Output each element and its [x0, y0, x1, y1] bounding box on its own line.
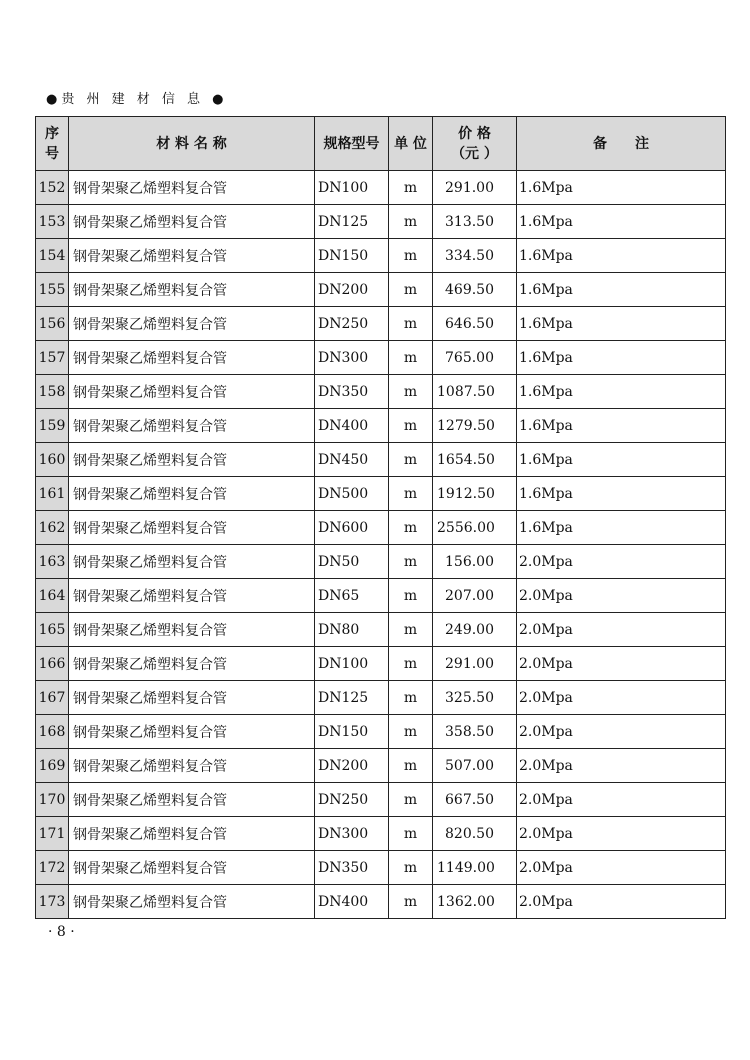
cell-row-number: 164: [36, 579, 69, 613]
cell-price: 765.00: [433, 341, 517, 375]
cell-spec-model: DN350: [315, 851, 389, 885]
cell-remark: 1.6Mpa: [517, 239, 726, 273]
table-row: [36, 273, 726, 307]
cell-row-number: 161: [36, 477, 69, 511]
cell-material-name: 钢骨架聚乙烯塑料复合管: [69, 307, 315, 341]
cell-unit: m: [389, 851, 433, 885]
cell-row-number: 153: [36, 205, 69, 239]
cell-material-name: 钢骨架聚乙烯塑料复合管: [69, 273, 315, 307]
cell-unit: m: [389, 477, 433, 511]
cell-spec-model: DN125: [315, 205, 389, 239]
table-body: [36, 171, 726, 919]
cell-unit: m: [389, 681, 433, 715]
cell-unit: m: [389, 715, 433, 749]
cell-unit: m: [389, 307, 433, 341]
table-row: [36, 171, 726, 205]
cell-price: 1912.50: [433, 477, 517, 511]
cell-material-name: 钢骨架聚乙烯塑料复合管: [69, 545, 315, 579]
cell-price: 334.50: [433, 239, 517, 273]
table-row: [36, 443, 726, 477]
cell-spec-model: DN125: [315, 681, 389, 715]
cell-price: 1279.50: [433, 409, 517, 443]
cell-remark: 2.0Mpa: [517, 885, 726, 919]
cell-unit: m: [389, 171, 433, 205]
cell-remark: 1.6Mpa: [517, 205, 726, 239]
table-row: [36, 715, 726, 749]
cell-remark: 1.6Mpa: [517, 375, 726, 409]
cell-price: 156.00: [433, 545, 517, 579]
cell-unit: m: [389, 749, 433, 783]
cell-row-number: 163: [36, 545, 69, 579]
cell-remark: 1.6Mpa: [517, 273, 726, 307]
price-table: [35, 116, 726, 919]
cell-remark: 2.0Mpa: [517, 851, 726, 885]
cell-unit: m: [389, 341, 433, 375]
cell-remark: 2.0Mpa: [517, 783, 726, 817]
cell-price: 249.00: [433, 613, 517, 647]
cell-remark: 2.0Mpa: [517, 647, 726, 681]
cell-row-number: 169: [36, 749, 69, 783]
cell-remark: 1.6Mpa: [517, 409, 726, 443]
cell-unit: m: [389, 545, 433, 579]
column-header-price-line2: （元 ）: [451, 145, 498, 162]
cell-unit: m: [389, 205, 433, 239]
cell-row-number: 160: [36, 443, 69, 477]
table-row: [36, 307, 726, 341]
cell-spec-model: DN300: [315, 817, 389, 851]
cell-unit: m: [389, 273, 433, 307]
cell-price: 2556.00: [433, 511, 517, 545]
cell-spec-model: DN250: [315, 307, 389, 341]
cell-remark: 1.6Mpa: [517, 443, 726, 477]
cell-price: 291.00: [433, 171, 517, 205]
cell-row-number: 171: [36, 817, 69, 851]
cell-material-name: 钢骨架聚乙烯塑料复合管: [69, 341, 315, 375]
cell-price: 325.50: [433, 681, 517, 715]
cell-price: 469.50: [433, 273, 517, 307]
cell-price: 507.00: [433, 749, 517, 783]
cell-price: 646.50: [433, 307, 517, 341]
page-header: ●贵 州 建 材 信 息 ●: [46, 92, 228, 107]
cell-material-name: 钢骨架聚乙烯塑料复合管: [69, 409, 315, 443]
cell-spec-model: DN100: [315, 647, 389, 681]
cell-spec-model: DN600: [315, 511, 389, 545]
cell-spec-model: DN200: [315, 273, 389, 307]
cell-unit: m: [389, 375, 433, 409]
cell-remark: 2.0Mpa: [517, 579, 726, 613]
cell-remark: 2.0Mpa: [517, 545, 726, 579]
cell-price: 1087.50: [433, 375, 517, 409]
cell-unit: m: [389, 817, 433, 851]
cell-spec-model: DN150: [315, 239, 389, 273]
table-row: [36, 783, 726, 817]
cell-price: 358.50: [433, 715, 517, 749]
cell-unit: m: [389, 647, 433, 681]
cell-row-number: 159: [36, 409, 69, 443]
cell-remark: 2.0Mpa: [517, 817, 726, 851]
cell-material-name: 钢骨架聚乙烯塑料复合管: [69, 851, 315, 885]
cell-spec-model: DN250: [315, 783, 389, 817]
cell-row-number: 162: [36, 511, 69, 545]
table-row: [36, 885, 726, 919]
column-header-name: 材 料 名 称: [69, 117, 315, 171]
cell-material-name: 钢骨架聚乙烯塑料复合管: [69, 749, 315, 783]
cell-remark: 1.6Mpa: [517, 341, 726, 375]
cell-spec-model: DN65: [315, 579, 389, 613]
column-header-spec: 规格型号: [315, 117, 389, 171]
cell-price: 291.00: [433, 647, 517, 681]
cell-row-number: 158: [36, 375, 69, 409]
cell-material-name: 钢骨架聚乙烯塑料复合管: [69, 443, 315, 477]
cell-row-number: 166: [36, 647, 69, 681]
table-row: [36, 205, 726, 239]
cell-row-number: 154: [36, 239, 69, 273]
column-header-no-line2: 号: [45, 145, 59, 162]
cell-material-name: 钢骨架聚乙烯塑料复合管: [69, 205, 315, 239]
cell-remark: 2.0Mpa: [517, 715, 726, 749]
cell-row-number: 173: [36, 885, 69, 919]
cell-row-number: 156: [36, 307, 69, 341]
cell-material-name: 钢骨架聚乙烯塑料复合管: [69, 239, 315, 273]
table-row: [36, 477, 726, 511]
table-row: [36, 613, 726, 647]
cell-unit: m: [389, 783, 433, 817]
cell-material-name: 钢骨架聚乙烯塑料复合管: [69, 647, 315, 681]
cell-unit: m: [389, 579, 433, 613]
cell-row-number: 172: [36, 851, 69, 885]
cell-remark: 2.0Mpa: [517, 613, 726, 647]
cell-material-name: 钢骨架聚乙烯塑料复合管: [69, 477, 315, 511]
table-header: [36, 117, 726, 171]
column-header-price-line1: 价 格: [458, 125, 491, 142]
cell-price: 667.50: [433, 783, 517, 817]
table-row: [36, 239, 726, 273]
cell-material-name: 钢骨架聚乙烯塑料复合管: [69, 681, 315, 715]
table-row: [36, 375, 726, 409]
cell-material-name: 钢骨架聚乙烯塑料复合管: [69, 885, 315, 919]
cell-material-name: 钢骨架聚乙烯塑料复合管: [69, 511, 315, 545]
cell-row-number: 155: [36, 273, 69, 307]
cell-material-name: 钢骨架聚乙烯塑料复合管: [69, 171, 315, 205]
cell-price: 1149.00: [433, 851, 517, 885]
cell-unit: m: [389, 239, 433, 273]
cell-remark: 2.0Mpa: [517, 681, 726, 715]
cell-unit: m: [389, 443, 433, 477]
cell-material-name: 钢骨架聚乙烯塑料复合管: [69, 817, 315, 851]
cell-row-number: 152: [36, 171, 69, 205]
table-row: [36, 545, 726, 579]
cell-material-name: 钢骨架聚乙烯塑料复合管: [69, 375, 315, 409]
table-row: [36, 749, 726, 783]
table-row: [36, 647, 726, 681]
cell-row-number: 165: [36, 613, 69, 647]
cell-price: 313.50: [433, 205, 517, 239]
column-header-remark: 备 注: [517, 117, 726, 171]
cell-spec-model: DN100: [315, 171, 389, 205]
column-header-unit: 单 位: [389, 117, 433, 171]
cell-material-name: 钢骨架聚乙烯塑料复合管: [69, 715, 315, 749]
cell-spec-model: DN450: [315, 443, 389, 477]
cell-unit: m: [389, 613, 433, 647]
column-header-no-line1: 序: [45, 125, 59, 142]
column-header-no: [36, 117, 69, 171]
cell-spec-model: DN400: [315, 409, 389, 443]
cell-remark: 1.6Mpa: [517, 307, 726, 341]
cell-price: 820.50: [433, 817, 517, 851]
cell-price: 1654.50: [433, 443, 517, 477]
page-number: · 8 ·: [48, 924, 75, 940]
cell-spec-model: DN50: [315, 545, 389, 579]
cell-material-name: 钢骨架聚乙烯塑料复合管: [69, 579, 315, 613]
cell-spec-model: DN350: [315, 375, 389, 409]
cell-material-name: 钢骨架聚乙烯塑料复合管: [69, 613, 315, 647]
cell-spec-model: DN80: [315, 613, 389, 647]
cell-spec-model: DN150: [315, 715, 389, 749]
cell-spec-model: DN500: [315, 477, 389, 511]
table-row: [36, 511, 726, 545]
cell-material-name: 钢骨架聚乙烯塑料复合管: [69, 783, 315, 817]
cell-remark: 2.0Mpa: [517, 749, 726, 783]
cell-price: 1362.00: [433, 885, 517, 919]
cell-remark: 1.6Mpa: [517, 511, 726, 545]
cell-row-number: 157: [36, 341, 69, 375]
cell-spec-model: DN200: [315, 749, 389, 783]
cell-spec-model: DN300: [315, 341, 389, 375]
table-row: [36, 681, 726, 715]
cell-remark: 1.6Mpa: [517, 171, 726, 205]
cell-row-number: 167: [36, 681, 69, 715]
cell-unit: m: [389, 885, 433, 919]
cell-row-number: 170: [36, 783, 69, 817]
column-header-price: [433, 117, 517, 171]
table-row: [36, 341, 726, 375]
cell-remark: 1.6Mpa: [517, 477, 726, 511]
cell-unit: m: [389, 511, 433, 545]
cell-spec-model: DN400: [315, 885, 389, 919]
cell-unit: m: [389, 409, 433, 443]
cell-price: 207.00: [433, 579, 517, 613]
table-row: [36, 851, 726, 885]
table-row: [36, 817, 726, 851]
table-row: [36, 579, 726, 613]
header-row: [36, 117, 726, 171]
table-row: [36, 409, 726, 443]
cell-row-number: 168: [36, 715, 69, 749]
